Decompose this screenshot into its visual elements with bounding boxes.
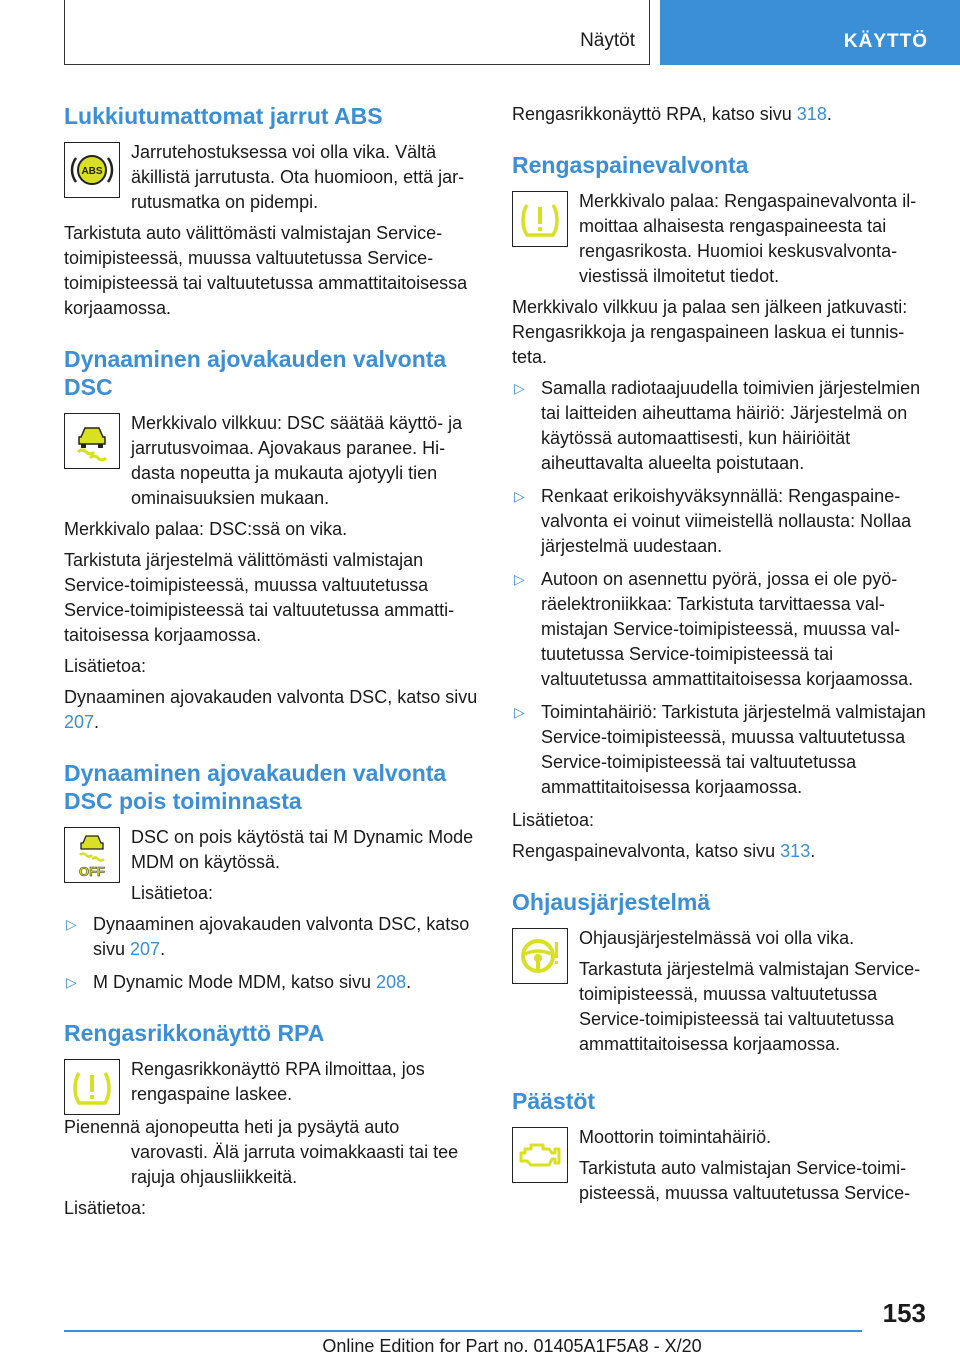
header-chapter-tab <box>660 0 960 65</box>
list-item: ▷ Toimintahäiriö: Tarkistuta järjestelmä valmistajan Service-toimipisteessä, muussa valtuutetussa Service-toimipisteessä tai valtuutetussa ammattitaitoisessa korjaamossa. <box>514 702 926 797</box>
section-dsc <box>64 345 478 735</box>
icon-block-steering <box>512 926 926 1063</box>
dsc-reference: Dynaaminen ajovakauden valvonta DSC, katso sivu 207. <box>64 687 478 732</box>
dsc-more-label: Lisätietoa: <box>64 656 147 676</box>
triangle-bullet-icon: ▷ <box>514 571 525 587</box>
dsc-off-text-1: DSC on pois käytöstä tai M Dynamic Mode MDM on käytössä. <box>131 827 474 872</box>
tire-pressure-warning-icon <box>512 191 568 247</box>
tpm-text-1: Merkkivalo palaa: Rengaspainevalvonta ilmoittaa alhaisesta rengaspaineesta tai rengasrikosta. Huomioi keskusvalvonta-viestissä ilmoitetut tiedot. <box>579 191 917 286</box>
section-steering <box>512 888 926 1063</box>
dsc-off-more-label: Lisätietoa: <box>131 883 214 903</box>
svg-text:ABS: ABS <box>81 166 103 177</box>
list-item: ▷ Renkaat erikoishyväksynnällä: Rengaspainevalvonta ei voinut viimeistellä nollausta: Nollaa järjestelmä uudestaan. <box>514 486 912 556</box>
dsc-text-1: Merkkivalo vilkkuu: DSC säätää käyttö- ja jarrutusvoimaa. Ajovakaus paranee. Hidasta nopeutta ja mukauta ajotyyli tien ominaisuuksien mukaan. <box>131 413 463 508</box>
section-abs <box>64 102 478 321</box>
footer-divider <box>64 1330 862 1332</box>
rpa-page-link[interactable]: 318 <box>796 104 827 124</box>
triangle-bullet-icon: ▷ <box>66 974 77 990</box>
list-item: ▷ Autoon on asennettu pyörä, jossa ei ole pyöräelektroniikkaa: Tarkistuta tarvittaessa valmistajan Service-toimipisteessä, muussa valtuutetussa Service-toimipisteessä tai valtuutetussa ammattitaitoisessa korjaamossa. <box>514 569 914 689</box>
right-column <box>512 102 926 1236</box>
tpm-text-2: Merkkivalo vilkkuu ja palaa sen jälkeen jatkuvasti: Rengasrikkoja ja rengaspaineen laskua ei tunnisteta. <box>512 297 908 367</box>
mdm-page-link[interactable]: 208 <box>376 972 407 992</box>
list-item: ▷ Samalla radiotaajuudella toimivien järjestelmien tai laitteiden aiheuttama häiriö: Järjestelmä on käytössä automaattisesti, kun häiriöität aiheuttavalta alueelta poistutaan. <box>514 378 921 473</box>
header-chapter-title: KÄYTTÖ <box>843 31 928 52</box>
triangle-bullet-icon: ▷ <box>66 916 77 932</box>
section-emissions <box>512 1087 926 1212</box>
rpa-more-label: Lisätietoa: <box>64 1198 147 1218</box>
section-rpa <box>64 1019 478 1221</box>
icon-block-tire-pressure <box>512 189 926 295</box>
section-rpa-continued <box>512 102 926 127</box>
tpm-causes-list <box>512 376 926 800</box>
triangle-bullet-icon: ▷ <box>514 488 525 504</box>
tire-warning-icon <box>64 1059 120 1115</box>
tpm-reference: Rengaspainevalvonta, katso sivu 313. <box>512 841 816 861</box>
list-item: ▷ M Dynamic Mode MDM, katso sivu 208. <box>64 970 478 995</box>
rpa-text-1: Rengasrikkonäyttö RPA ilmoittaa, jos rengaspaine laskee. <box>131 1059 425 1104</box>
abs-text-1: Jarrutehostuksessa voi olla vika. Vältä äkillistä jarrutusta. Ota huomioon, että jarrutusmatka on pidempi. <box>131 142 465 212</box>
dsc-text-2: Merkkivalo palaa: DSC:ssä on vika. <box>64 519 348 539</box>
icon-block-rpa <box>64 1057 478 1115</box>
tpm-more-label: Lisätietoa: <box>512 810 595 830</box>
triangle-bullet-icon: ▷ <box>514 704 525 720</box>
section-tire-pressure <box>512 151 926 864</box>
left-column <box>64 102 478 1245</box>
abs-text-2: Tarkistuta auto välittömästi valmistajan Service-toimipisteessä, muussa valtuutetussa Service-toimipisteessä tai valtuutetussa ammattitaitoisessa korjaamossa. <box>64 223 468 318</box>
rpa-reference: Rengasrikkonäyttö RPA, katso sivu 318. <box>512 104 832 124</box>
heading-abs: Lukkiutumattomat jarrut ABS <box>64 103 383 129</box>
heading-tire-pressure: Rengaspainevalvonta <box>512 152 749 178</box>
tpm-page-link[interactable]: 313 <box>780 841 811 861</box>
abs-warning-icon <box>64 142 120 198</box>
header-section-box <box>64 0 650 65</box>
dsc-skidding-car-icon <box>64 413 120 469</box>
svg-text:OFF: OFF <box>79 864 105 879</box>
emissions-text-2: Tarkistuta auto valmistajan Service-toimipisteessä, muussa valtuutetussa Service- <box>579 1158 911 1203</box>
page-number: 153 <box>882 1298 926 1328</box>
heading-steering: Ohjausjärjestelmä <box>512 889 711 915</box>
heading-dsc-off: Dynaaminen ajovakauden valvonta DSC pois toiminnasta <box>64 760 447 814</box>
icon-block-dsc-off <box>64 825 478 912</box>
engine-warning-icon <box>512 1127 568 1183</box>
list-item: ▷ Dynaaminen ajovakauden valvonta DSC, katso sivu 207. <box>66 914 470 959</box>
emissions-text-1: Moottorin toimintahäiriö. <box>579 1127 772 1147</box>
icon-block-dsc <box>64 411 478 517</box>
heading-rpa: Rengasrikkonäyttö RPA <box>64 1020 325 1046</box>
dsc-text-3: Tarkistuta järjestelmä välittömästi valmistajan Service-toimipisteessä, muussa valtuutetussa Service-toimipisteessä tai valtuutetussa ammattitaitoisessa korjaamossa. <box>64 550 455 645</box>
heading-emissions: Päästöt <box>512 1088 596 1114</box>
icon-block-emissions <box>512 1125 926 1212</box>
triangle-bullet-icon: ▷ <box>514 380 525 396</box>
icon-block-abs <box>64 140 478 221</box>
header-section-title: Näytöt <box>580 30 635 51</box>
rpa-text-2: Pienennä ajonopeutta heti ja pysäytä auto varovasti. Älä jarruta voimakkaasti tai tee rajuja ohjausliikkeitä. <box>64 1117 459 1187</box>
steering-text-2: Tarkastuta järjestelmä valmistajan Service-toimipisteessä, muussa valtuutetussa Service-toimipisteessä tai valtuutetussa ammattitaitoisessa korjaamossa. <box>579 959 921 1054</box>
footer-edition: Online Edition for Part no. 01405A1F5A8 - X/20 <box>322 1336 702 1356</box>
dsc-off-icon <box>64 827 120 883</box>
heading-dsc: Dynaaminen ajovakauden valvonta DSC <box>64 346 447 400</box>
section-dsc-off <box>64 759 478 995</box>
dsc-off-reference-list <box>64 912 478 995</box>
dsc-page-link[interactable]: 207 <box>130 939 161 959</box>
steering-text-1: Ohjausjärjestelmässä voi olla vika. <box>579 928 855 948</box>
dsc-page-link[interactable]: 207 <box>64 712 95 732</box>
